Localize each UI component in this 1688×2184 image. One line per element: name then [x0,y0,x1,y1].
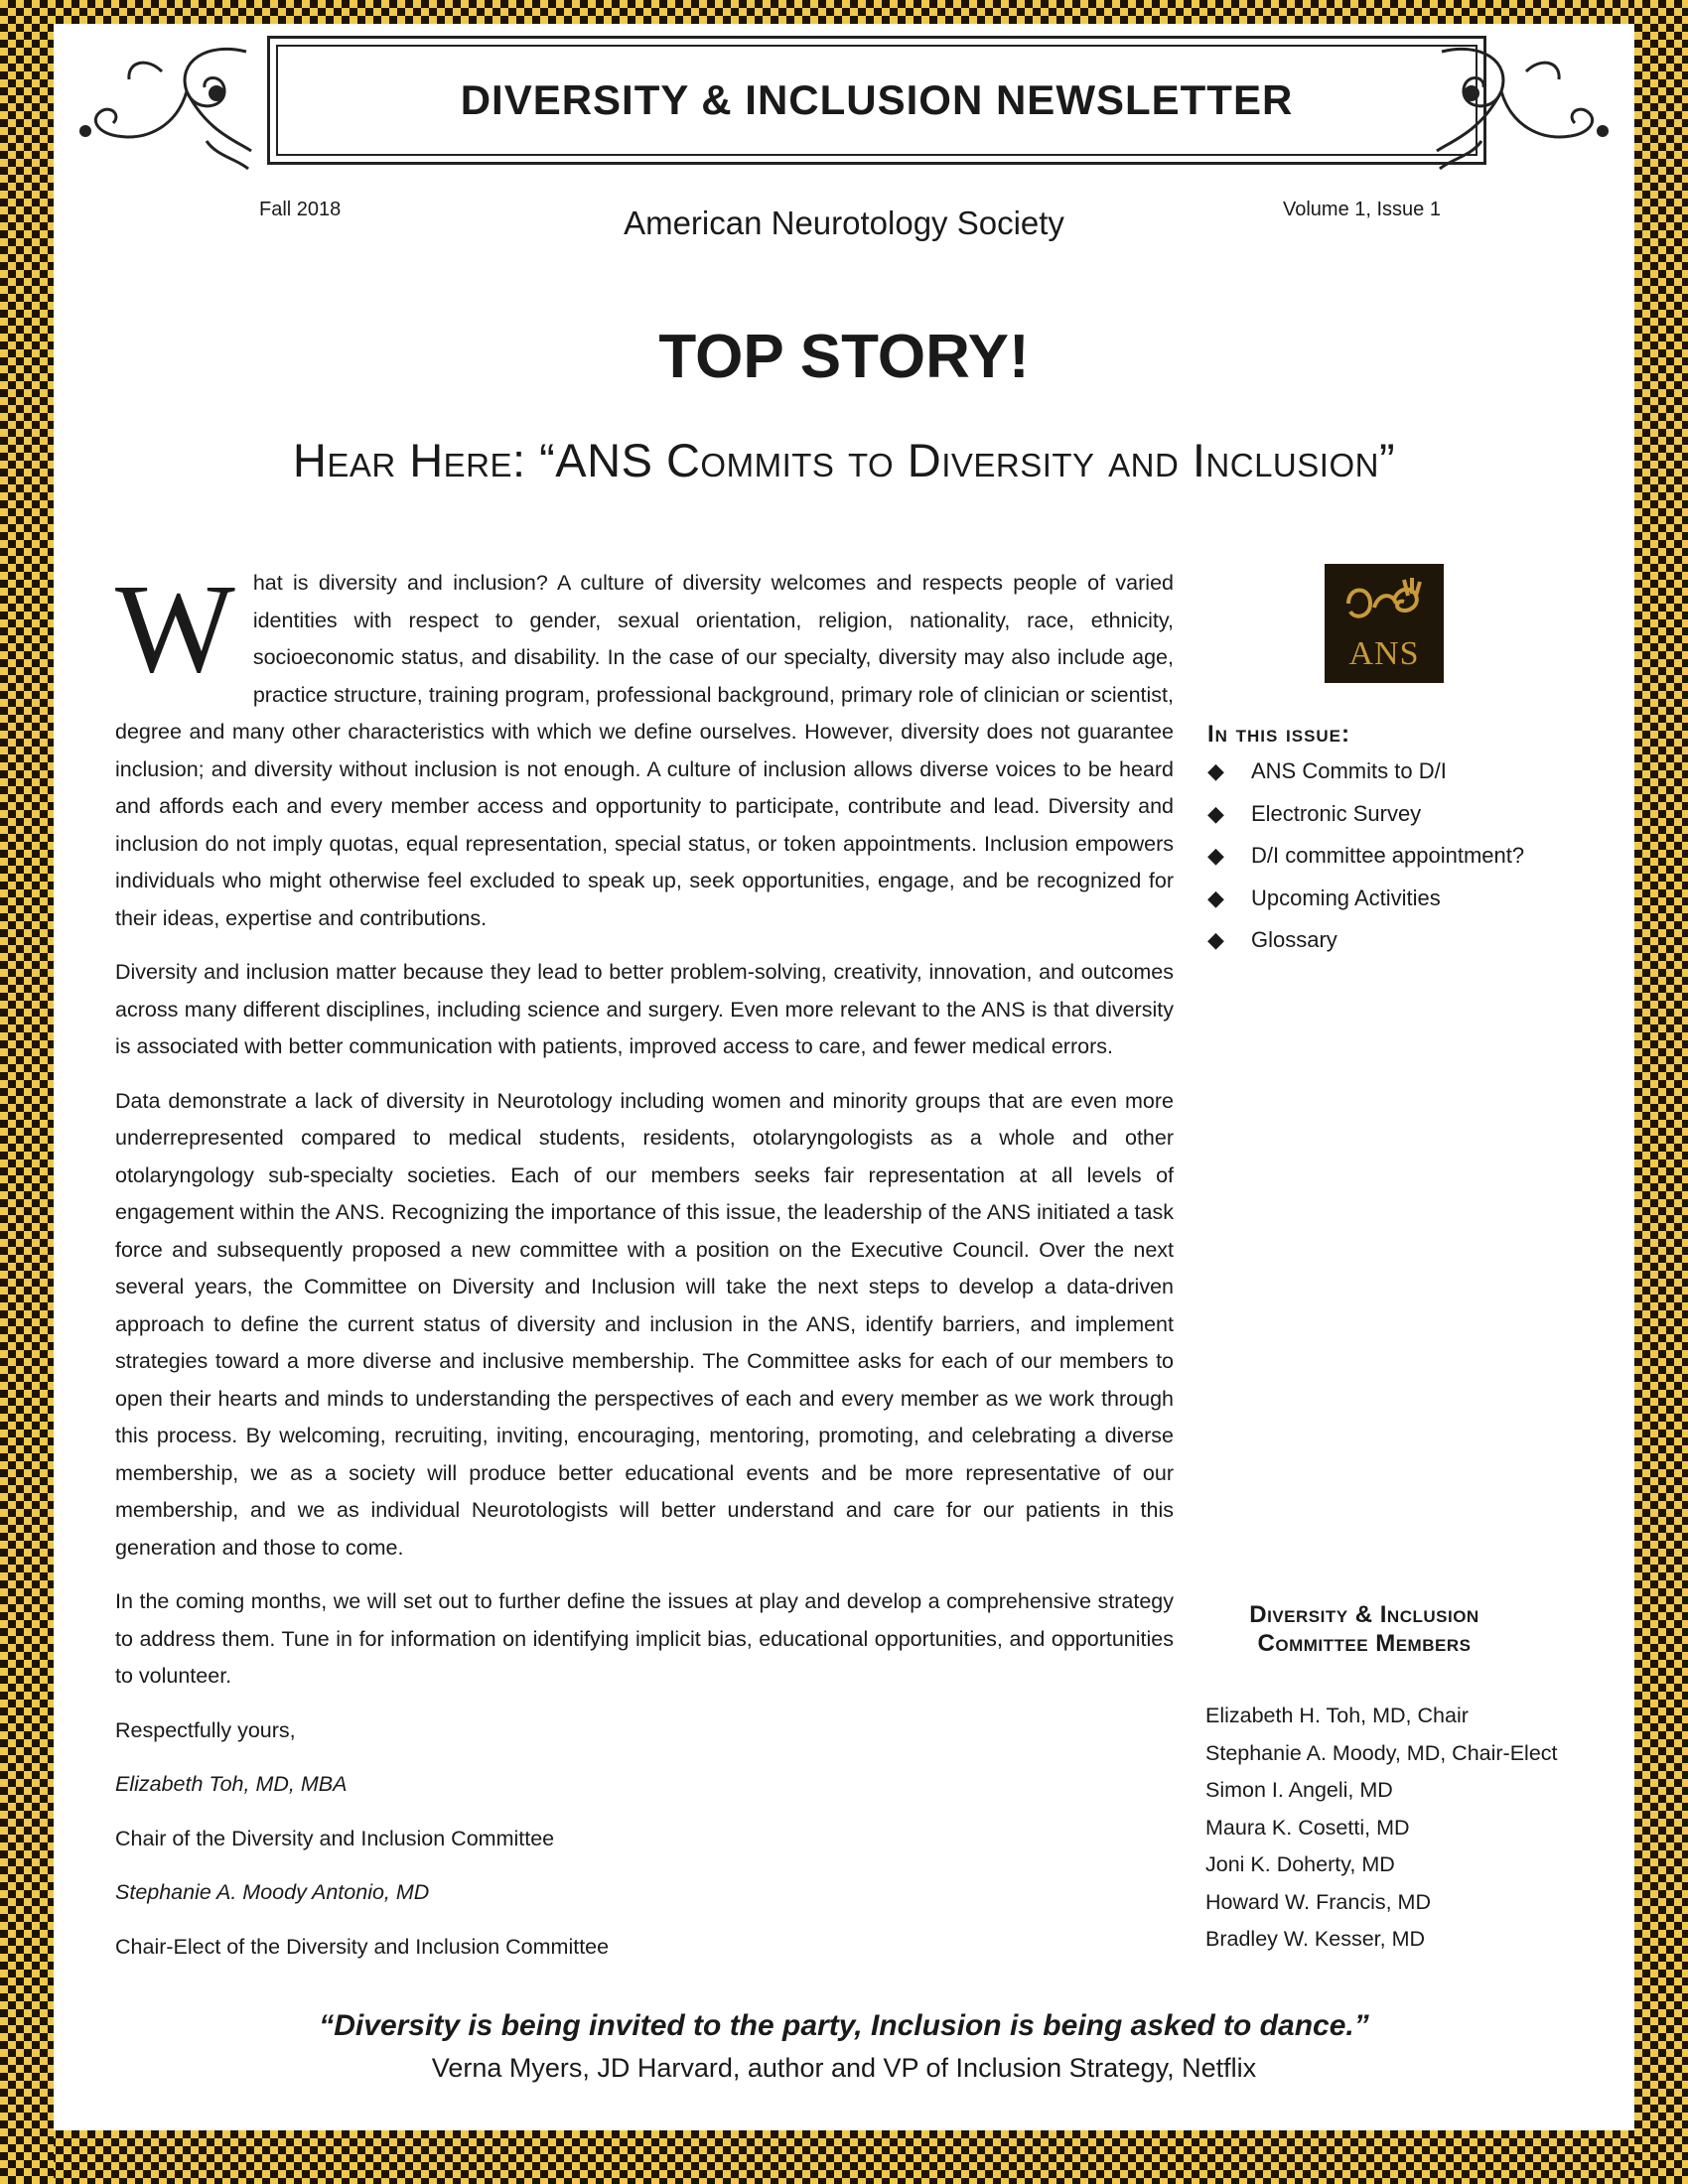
list-item [1207,927,1524,970]
newsletter-page [54,24,1634,2130]
masthead-inner-frame [276,45,1477,156]
society-name: American Neurotology Society [624,205,1064,241]
quote-author: Verna Myers, JD Harvard, author and VP of Inclusion Strategy, Netflix [431,2053,1257,2083]
drop-cap: W [115,558,235,699]
issue-volume: Volume 1, Issue 1 [1283,199,1441,220]
closing-line: Respectfully yours, [115,1717,296,1742]
list-item: Joni K. Doherty, MD [1205,1852,1395,1876]
masthead [267,36,1486,165]
in-this-issue-heading: In this issue: [1207,721,1351,748]
issue-item-label: Upcoming Activities [1251,885,1441,910]
list-item [1207,843,1524,886]
diamond-bullet-icon: ◆ [1207,843,1224,868]
article-paragraph-3: Data demonstrate a lack of diversity in Neurotology including women and minority groups that are even more underrepresented compared to medical students, residents, otolaryngologists as a whole and other otolaryngology sub-specialty societies. Each of our members seeks fair representation at all levels of engagement within the ANS. Recognizing the importance of this issue, the leadership of the ANS initiated a task force and subsequently proposed a new committee with a position on the Executive Council. Over the next several years, the Committee on Diversity and Inclusion will take the next steps to develop a data-driven approach to define the current status of diversity and inclusion in the ANS, identify barriers, and implement strategies toward a more diverse and inclusive membership. The Committee asks for each of our members to open their hearts and minds to understanding the perspectives of each and every member as we work through this process. By welcoming, recruiting, inviting, encouraging, mentoring, promoting, and celebrating a diverse membership, we as a society will produce better educational events and be more representative of our membership, and we as individual Neurotologists will better understand and care for our patients in this generation and those to come. [115,1088,1174,1560]
article-body [115,558,1174,1982]
issue-season: Fall 2018 [259,199,342,220]
diamond-bullet-icon: ◆ [1207,758,1224,783]
top-story-label: TOP STORY! [658,323,1030,391]
flourish-left-icon [68,32,256,181]
signer-role: Chair of the Diversity and Inclusion Committee [115,1826,555,1850]
issue-list [1207,758,1524,970]
diamond-bullet-icon: ◆ [1207,800,1224,826]
signer-role: Chair-Elect of the Diversity and Inclusion Committee [115,1934,610,1959]
footer-quote: “Diversity is being invited to the party, Inclusion is being asked to dance.” [319,2009,1369,2042]
signature-block [115,1766,1174,1966]
issue-item-label: ANS Commits to D/I [1251,758,1447,783]
ans-logo [1325,564,1444,683]
signer-name: Stephanie A. Moody Antonio, MD [115,1880,430,1904]
newsletter-title: DIVERSITY & INCLUSION NEWSLETTER [460,76,1294,123]
diamond-bullet-icon: ◆ [1207,927,1224,952]
checkered-border-bottom [0,2130,1688,2184]
list-item: Maura K. Cosetti, MD [1205,1815,1410,1840]
signer-name: Elizabeth Toh, MD, MBA [115,1772,348,1796]
list-item: Stephanie A. Moody, MD, Chair-Elect [1205,1740,1558,1765]
list-item: Elizabeth H. Toh, MD, Chair [1205,1704,1469,1727]
list-item [1207,801,1524,844]
checkered-border-right [1634,0,1688,2184]
list-item [1207,886,1524,928]
diamond-bullet-icon: ◆ [1207,885,1224,910]
article-paragraph-2: Diversity and inclusion matter because they lead to better problem-solving, creativity, innovation, and outcomes across many different disciplines, including science and surgery. Even more relevant to the ANS is that diversity is associated with better communication with patients, improved access to care, and fewer medical errors. [115,960,1174,1058]
committee-heading: Diversity & Inclusion Committee Members [1249,1601,1479,1657]
article-paragraph-1 [115,558,1174,937]
issue-item-label: Electronic Survey [1251,800,1422,826]
list-item [1207,758,1524,801]
list-item: Bradley W. Kesser, MD [1205,1927,1426,1951]
checkered-border-top [0,0,1688,24]
article-paragraph-4: In the coming months, we will set out to further define the issues at play and develop a comprehensive strategy to address them. Tune in for information on identifying implicit bias, educational opportunities, and opportunities to volunteer. [115,1589,1174,1688]
logo-text: ANS [1348,635,1420,672]
committee-members-list [1205,1704,1558,1965]
list-item: Simon I. Angeli, MD [1205,1778,1393,1802]
ans-emblem-icon [1335,574,1434,633]
issue-item-label: D/I committee appointment? [1251,843,1525,868]
checkered-border-left [0,0,54,2184]
issue-item-label: Glossary [1251,927,1337,952]
paragraph-1-text: hat is diversity and inclusion? A culture of diversity welcomes and respects people of varied identities with respect to gender, sexual orientation, religion, nationality, race, ethnicity, socioeconomic status, and disability. In the case of our specialty, diversity may also include age, practice structure, training program, professional background, primary role of clinician or scientist, degree and many other characteristics with which we define ourselves. However, diversity does not guarantee inclusion; and diversity without inclusion is not enough. A culture of inclusion allows diverse voices to be heard and affords each and every member access and opportunity to participate, contribute and lead. Diversity and inclusion do not imply quotas, equal representation, special status, or token appointments. Inclusion empowers individuals who might otherwise feel excluded to speak up, seek opportunities, engage, and be recognized for their ideas, expertise and contributions. [115,571,1174,930]
top-story-headline: Hear Here: “ANS Commits to Diversity and Inclusion” [292,434,1396,486]
list-item: Howard W. Francis, MD [1205,1889,1431,1914]
